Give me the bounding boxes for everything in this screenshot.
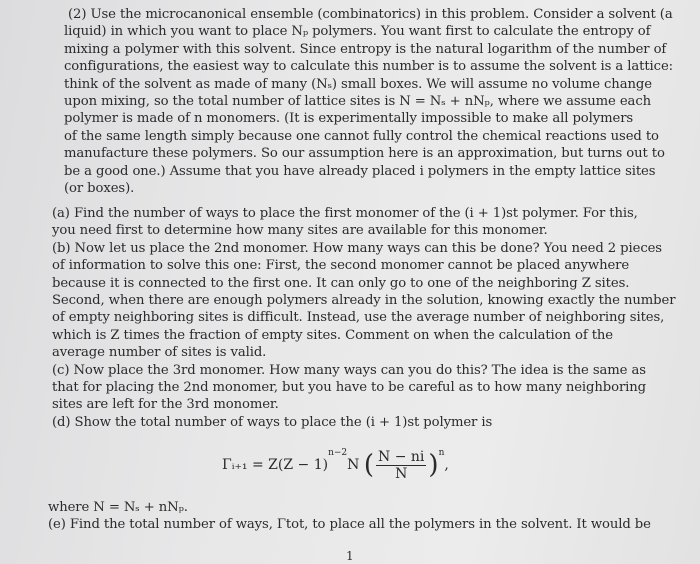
part-c-line: that for placing the 2nd monomer, but you have to be careful as to how many neighboring (52, 380, 647, 396)
fraction-numerator: N − ni (378, 448, 425, 465)
page-number: 1 (346, 549, 354, 563)
part-d-line: (d) Show the total number of ways to place the (i + 1)st polymer is (52, 414, 493, 430)
part-c-line: (c) Now place the 3rd monomer. How many ways can you do this? The idea is the same as (52, 362, 646, 378)
part-c-line: sites are left for the 3rd monomer. (52, 397, 279, 413)
part-b-line: which is Z times the fraction of empty sites. Comment on when the calculation of the (52, 327, 613, 343)
text-line: polymer is made of n monomers. (It is experimentally impossible to make all polymers (64, 111, 634, 127)
text-line: configurations, the easiest way to calculate this number is to assume the solvent is a lattice: (64, 59, 673, 75)
part-b-line: of empty neighboring sites is difficult. Instead, use the average number of neighboring sites, (52, 310, 665, 326)
text-line: (or boxes). (64, 181, 135, 197)
equation-comma: , (444, 457, 449, 473)
part-a-line: you need first to determine how many sites are available for this monomer. (52, 223, 548, 239)
text-line: mixing a polymer with this solvent. Since entropy is the natural logarithm of the number of (64, 41, 667, 57)
closing-text (0, 499, 700, 534)
fraction-denominator: N (395, 465, 408, 482)
text-line: think of the solvent as made of many (Nₛ) small boxes. We will assume no volume change (64, 76, 652, 92)
text-line: of the same length simply because one cannot fully control the chemical reactions used to (64, 128, 659, 144)
equation-factor: N (347, 457, 360, 473)
part-b-line: Second, when there are enough polymers already in the solution, knowing exactly the number (52, 293, 676, 309)
text-line: where N = Nₛ + nNₚ. (48, 500, 188, 515)
problem-intro (0, 6, 700, 197)
problem-parts (0, 205, 700, 431)
text-line: be a good one.) Assume that you have already placed i polymers in the empty lattice sites (64, 163, 656, 179)
part-b-line: because it is connected to the first one. It can only go to one of the neighboring Z sites. (52, 275, 630, 291)
text-line: (2) Use the microcanonical ensemble (combinatorics) in this problem. Consider a solvent (a (68, 7, 673, 22)
part-b-line: average number of sites is valid. (52, 345, 267, 361)
part-a-line: (a) Find the number of ways to place the first monomer of the (i + 1)st polymer. For this, (52, 206, 638, 221)
part-b-line: (b) Now let us place the 2nd monomer. How many ways can this be done? You need 2 pieces (52, 240, 662, 256)
text-line: manufacture these polymers. So our assumption here is an approximation, but turns out to (64, 146, 665, 162)
part-e-line: (e) Find the total number of ways, Γtot, to place all the polymers in the solvent. It would be (48, 517, 651, 533)
left-paren: ( (363, 450, 375, 480)
part-b-line: of information to solve this one: First, the second monomer cannot be placed anywhere (52, 258, 630, 274)
equation (222, 448, 449, 482)
equation-exponent: n (438, 448, 445, 458)
equation-lhs: Γᵢ₊₁ = Z(Z − 1) (222, 457, 329, 473)
equation-exponent: n−2 (328, 448, 348, 458)
text-line: upon mixing, so the total number of lattice sites is N = Nₛ + nNₚ, where we assume each (64, 94, 651, 110)
text-line: liquid) in which you want to place Nₚ polymers. You want first to calculate the entropy of (64, 24, 651, 40)
right-paren: ) (428, 450, 439, 480)
equation-fraction (376, 449, 426, 482)
